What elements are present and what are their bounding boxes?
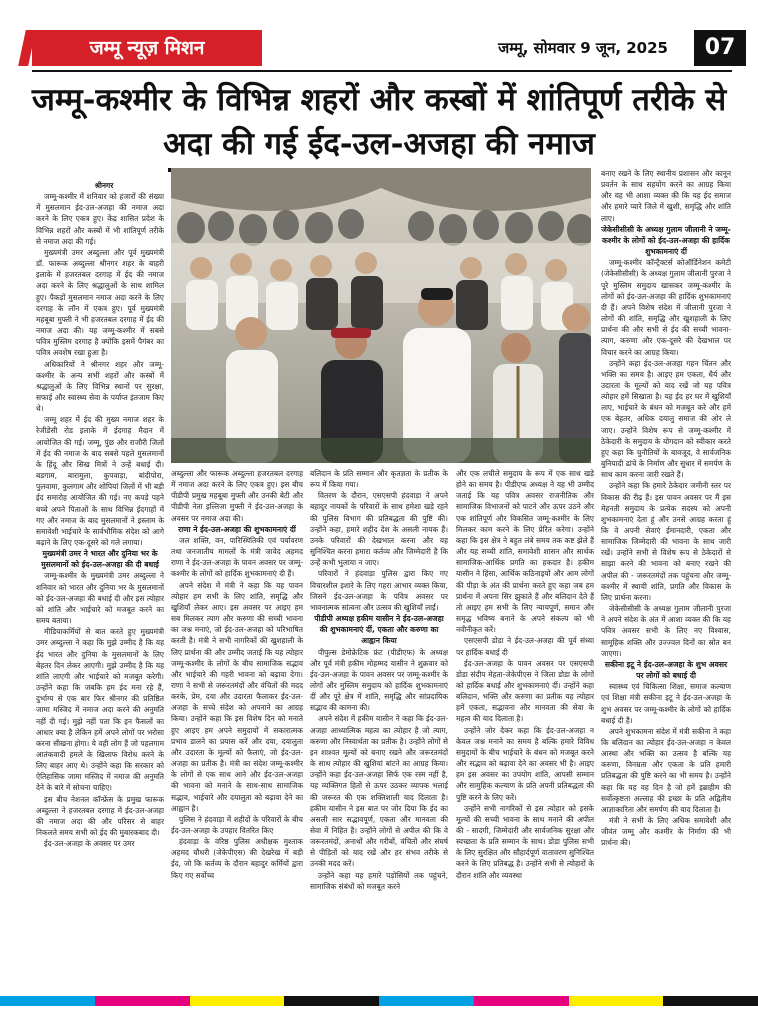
paragraph: हंदवाड़ा के वरिष्ठ पुलिस अधीक्षक मुश्ताक अहमद चौधरी (जेकेपीएस) की देखरेख में बड़ी ईद, जो कि कर्तव्य के दौरान बहादुर कर्मियों द्वारा किए गए सर्वोच्च [171, 837, 303, 880]
subheading: सकीना इटू ने ईद-उल-अजहा के शुभ अवसर पर लोगों को बधाई दी [604, 659, 728, 681]
paragraph: अधिकारियों ने श्रीनगर शहर और जम्मू-कश्मीर के अन्य सभी शहरों और कस्बों में श्रद्धालुओं के लिए विभिन्न स्थानों पर सुरक्षा, सफाई और स्वास्थ्य सेवा के पर्याप्त इंतजाम किए थे। [36, 359, 164, 414]
paragraph: जम्मू शहर में ईद की मुख्य नमाज शहर के रेजीडेंसी रोड इलाके में ईदगाह मैदान में आयोजित की गई। जम्मू, पुंछ और राजौरी जिलों में ईद की नमाज के बाद सबसे पहले मुसलमानों के हिंदू और सिख मित्रों ने उन्हें बधाई दी। बडगाम, बारामुला, कुपवाड़ा, बांदीपोरा, पुलवामा, कुलगाम और शोपियां जिलों में भी बड़ी ईद समारोह आयोजित की गई। नए कपड़े पहने बच्चे अपने पिताओं के साथ विभिन्न ईदगाहों में गए और नमाज के बाद मुसलमानों ने इस्लाम के समावेशी भाईचारे के सार्वभौमिक संदेश को आगे बढ़ाने के लिए एक-दूसरे को गले लगाया। [36, 415, 164, 547]
color-swatch [663, 996, 758, 1006]
paragraph: जम्मू-कश्मीर में शनिवार को हजारों की संख्या में मुसलमान ईद-उल-अजहा की नमाज अदा करने के लिए एकत्र हुए। केंद्र शासित प्रदेश के विभिन्न शहरों और कस्बों में भी शांतिपूर्ण तरीके से नमाज अदा की गई। [36, 192, 164, 246]
color-swatch [284, 996, 379, 1006]
article-column-2 [171, 468, 303, 980]
subheading: राणा ने ईद-उल-अजहा की शुभकामनाएं दीं [178, 524, 296, 534]
issue-date: जम्मू, सोमवार 9 जून, 2025 [498, 39, 668, 57]
paragraph: अब्दुल्ला और फारूक अब्दुल्ला हजरतबल दरगाह में नमाज अदा करने के लिए एकत्र हुए। इस बीच पीडीपी प्रमुख महबूबा मुफ्ती और उनकी बेटी और पीडीपी नेता इल्तिजा मुफ्ती ने ईद-उल-अजहा के अवसर पर नमाज अदा की। [171, 469, 303, 523]
paragraph: जम्मू-कश्मीर के मुख्यमंत्री उमर अब्दुल्ला ने शनिवार को भारत और दुनिया भर के मुसलमानों को ईद-उल-अजहा की बधाई दी और इस त्योहार को शांति और भाईचारे को मजबूत करने का समय बताया। [36, 571, 164, 626]
paragraph: जम्मू-कश्मीर कॉन्ट्रैक्टर्स कोऑर्डिनेशन कमेटी (जेकेसीसीसी) के अध्यक्ष गुलाम जीलानी पुरजा ने पूरे मुस्लिम समुदाय खासकर जम्मू-कश्मीर के लोगों को ईद-उल-अजहा की हार्दिक शुभकामनाएं दी हैं। अपने विशेष संदेश में जीलानी पुरजा ने लोगों की शांति, समृद्धि और खुशहाली के लिए प्रार्थना की और सभी से ईद की सच्ची भावना- त्याग, करुणा और एक-दूसरे की देखभाल पर विचार करने का आग्रह किया। [601, 258, 731, 357]
paragraph: जल शक्ति, वन, पारिस्थितिकी एवं पर्यावरण तथा जनजातीय मामलों के मंत्री जावेद अहमद राणा ने ईद-उल-अजहा के पावन अवसर पर जम्मू-कश्मीर के लोगों को हार्दिक शुभकामनाएं दी हैं। [171, 535, 303, 579]
paragraph: पीपुल्स डेमोक्रेटिक फ्रंट (पीडीएफ) के अध्यक्ष और पूर्व मंत्री हकीम मोहम्मद यासीन ने शुक्रवार को ईद-उल-अजहा के पावन अवसर पर जम्मू-कश्मीर के लोगों और मुस्लिम समुदाय को हार्दिक शुभकामनाएं दीं और पूरे क्षेत्र में शांति, समृद्धि और सांप्रदायिक सद्भाव की कामना की। [310, 647, 448, 713]
color-swatch [569, 996, 664, 1006]
masthead-rule [32, 70, 732, 72]
paragraph: स्वास्थ्य एवं चिकित्सा शिक्षा, समाज कल्याण एवं शिक्षा मंत्री सकीना इटू ने ईद-उल-अजहा के शुभ अवसर पर जम्मू-कश्मीर के लोगों को हार्दिक बधाई दी है। [601, 682, 731, 725]
paragraph: मीडियाकर्मियों से बात करते हुए मुख्यमंत्री उमर अब्दुल्ला ने कहा कि मुझे उम्मीद है कि यह ईद भारत और दुनिया के मुसलमानों के लिए बेहतर दिन लेकर आएगी। मुझे उम्मीद है कि यह शांति लाएगी और भाईचारे को मजबूत करेगी। उन्होंने कहा कि जबकि हम ईद मना रहे हैं, दुर्भाग्य से एक बार फिर श्रीनगर की प्रतिष्ठित जामा मस्जिद में नमाज अदा करने की अनुमति नहीं दी गई। मुझे नहीं पता कि इन फैसलों का आधार क्या है लेकिन हमें अपने लोगों पर भरोसा करना सीखना होगा। ये वही लोग हैं जो पहलगाम आतंकवादी हमले के खिलाफ विरोध करने के लिए बाहर आए थे। उन्होंने कहा कि सरकार को ऐतिहासिक जामा मस्जिद में नमाज की अनुमति देने के बारे में सोचना चाहिए। [36, 627, 164, 793]
paragraph: और एक लचीले समुदाय के रूप में एक साथ खड़े होने का समय है। पीडीएफ अध्यक्ष ने यह भी उम्मीद जताई कि यह पवित्र अवसर राजनीतिक और सामाजिक विभाजनों को पाटने और ऊपर उठने और एक शांतिपूर्ण और विकसित जम्मू-कश्मीर के लिए मिलकर काम करने के लिए प्रेरित करेगा। उन्होंने कहा कि इस क्षेत्र ने बहुत लंबे समय तक कष्ट झेले हैं और यह सच्ची शांति, समावेशी शासन और सार्थक सामाजिक-आर्थिक प्रगति का हकदार है। हकीम यासीन ने हिंसा, आर्थिक कठिनाइयों और आम लोगों की पीड़ा के अंत की प्रार्थना करते हुए कहा जब हम प्रार्थना में अपना सिर झुकाते हैं और बलिदान देते हैं तो आइए हम सभी के लिए न्यायपूर्ण, समान और समृद्ध भविष्य बनाने के अपने संकल्प को भी नवीनीकृत करें। [456, 469, 594, 635]
paragraph: अपने संदेश में हकीम यासीन ने कहा कि ईद-उल-अजहा आध्यात्मिक महत्व का त्योहार है जो त्याग, करुणा और निस्वार्थता का प्रतीक है। उन्होंने लोगों से इन शाश्वत मूल्यों को बनाए रखने और जरूरतमंदों के साथ त्योहार की खुशियां बांटने का आग्रह किया। उन्होंने कहा ईद-उल-अजहा सिर्फ एक रस्म नहीं है, यह व्यक्तिगत हितों से ऊपर उठकर व्यापक भलाई की जरूरत की एक शक्तिशाली याद दिलाता है। हकीम यासीन ने इस बात पर जोर दिया कि ईद का असली सार सद्भावपूर्ण, एकता और मानवता की सेवा में निहित है। उन्होंने लोगों से अपील की कि वे जरूरतमंदों, अनाथों और गरीबों, वंचितों और संघर्ष से पीड़ितों को याद रखें और हर संभव तरीके से उनकी मदद करें। [310, 714, 448, 869]
subheading: जेकेसीसीसी के अध्यक्ष गुलाम जीलानी ने जम्मू-कश्मीर के लोगों को ईद-उल-अजहा की हार्दिक शुभकामनाएं दीं [601, 224, 731, 257]
subheading: मुख्यमंत्री उमर ने भारत और दुनिया भर के मुसलमानों को ईद-उल-अजहा की दी बधाई [41, 549, 159, 570]
paragraph: मुख्यमंत्री उमर अब्दुल्ला और पूर्व मुख्यमंत्री डॉ. फारूक अब्दुल्ला श्रीनगर शहर के बाहरी इलाके में हजरतबल दरगाह में ईद की नमाज अदा करने के लिए श्रद्धालुओं के साथ शामिल हुए। पैकड़ों मुसलमान नमाज अदा करने के लिए दरगाह के लॉन में एकत्र हुए। पूर्व मुख्यमंत्री महबूबा मुफ्ती ने भी हजरतबल दरगाह में ईद की नमाज अदा की। यह जम्मू-कश्मीर में सबसे पवित्र मुस्लिम दरगाह है क्योंकि इसमें पैगंबर का पवित्र अवशेष रखा हुआ है। [36, 247, 164, 358]
color-swatch [190, 996, 285, 1006]
photo-illustration [171, 168, 591, 463]
paragraph: पुलिस ने हंदवाड़ा में शहीदों के परिवारों के बीच ईद-उल-अजहा के उपहार वितरित किए [171, 814, 303, 835]
eid-prayer-photo [171, 168, 591, 463]
color-swatch [0, 996, 95, 1006]
article-column-3 [310, 468, 448, 980]
subheading: पीडीपी अध्यक्ष हकीम यासीन ने ईद-उल-अजहा की शुभकामनाएं दीं, एकता और करुणा का आह्वान किया [314, 614, 444, 646]
paragraph: उन्होंने कहा यह हमारे पड़ोसियों तक पहुंचने, सामाजिक संबंधों को मजबूत करने [310, 870, 448, 891]
color-swatch [95, 996, 190, 1006]
paragraph: उन्होंने सभी नागरिकों से इस त्योहार को इसके मूल्यों की सच्ची भावना के साथ मनाने की अपील की - सादगी, जिम्मेदारी और सार्वजनिक सुरक्षा और स्वच्छता के प्रति सम्मान के साथ। डोडा पुलिस सभी के लिए सुरक्षित और सौहार्दपूर्ण वातावरण सुनिश्चित करने के लिए प्रतिबद्ध है। उन्होंने सभी से त्योहारों के दौरान शांति और व्यवस्था [456, 803, 594, 880]
masthead [14, 30, 746, 66]
paragraph: मंत्री ने सभी के लिए अधिक समावेशी और जीवंत जम्मू और कश्मीर के निर्माण की भी प्रार्थना की। [601, 816, 731, 848]
paragraph: ईद-उल-अजहा के अवसर पर उमर [44, 839, 135, 849]
article-column-4 [456, 468, 594, 980]
article-column-5 [601, 168, 731, 980]
article-headline: जम्मू-कश्मीर के विभिन्न शहरों और कस्बों में शांतिपूर्ण तरीके से अदा की गई ईद-उल-अजहा की नमाज [31, 82, 727, 162]
color-swatch [379, 996, 474, 1006]
paragraph: अपने शुभकामना संदेश में मंत्री सकीना ने कहा कि बलिदान का त्योहार ईद-उल-अजहा न केवल आस्था और भक्ति का उत्सव है बल्कि यह करुणा, विनम्रता और एकता के प्रति हमारी प्रतिबद्धता की पुष्टि करने का भी समय है। उन्होंने कहा कि यह वह दिन है जो हमें इब्राहीम की सर्वोत्कृष्टता अल्लाह की इच्छा के प्रति अद्वितीय आज्ञाकारिता और समर्पण की याद दिलाता है। [601, 726, 731, 814]
paragraph: जेकेसीसीसी के अध्यक्ष गुलाम जीलानी पुरजा ने अपने संदेश के अंत में आशा व्यक्त की कि यह पवित्र अवसर सभी के लिए नए विश्वास, सामूहिक शक्ति और उज्ज्वल दिनों का स्रोत बन जाएगा। [601, 604, 731, 658]
paragraph: बनाए रखने के लिए स्थानीय प्रशासन और कानून प्रवर्तन के साथ सहयोग करने का आग्रह किया और यह भी आशा व्यक्त की कि यह ईद समाज और हमारे प्यारे जिले में खुशी, समृद्धि और शांति लाए। [601, 169, 731, 223]
paragraph: ईद-उल-अजहा के पावन अवसर पर एसएसपी डोडा संदीप मेहता-जेकेपीएस ने जिला डोडा के लोगों को हार्दिक बधाई और शुभकामनाएं दीं। उन्होंने कहा बलिदान, भक्ति और करुणा का प्रतीक यह त्योहार हमें एकता, सद्भावना और मानवता की सेवा के महत्व की याद दिलाता है। [456, 658, 594, 724]
paragraph: उन्होंने कहा कि हमारे ठेकेदार जमीनी स्तर पर विकास की रीढ़ हैं। इस पावन अवसर पर मैं इस मेहनती समुदाय के प्रत्येक सदस्य को अपनी शुभकामनाएं देता हूं और उनसे आग्रह करता हूं कि वे अपनी सेवाएं ईमानदारी, एकता और सामाजिक जिम्मेदारी की भावना के साथ जारी रखें। उन्होंने सभी से विशेष रूप से ठेकेदारों से साझा करने की भावना को बनाए रखने की अपील की - जरूरतमंदों तक पहुंचना और जम्मू-कश्मीर में स्थायी शांति, प्रगति और विकास के लिए प्रार्थना करना। [601, 481, 731, 602]
paragraph: इस बीच नेशनल कॉन्फ्रेंस के प्रमुख फारूक अब्दुल्ला ने हजरतबल दरगाह में ईद-उल-अजहा की नमाज अदा की और परिसर से बाहर निकलते समय सभी को ईद की मुबारकबाद दी। [36, 794, 164, 838]
paragraph: अपने संदेश में मंत्री ने कहा कि यह पावन त्योहार हम सभी के लिए शांति, समृद्धि और खुशियाँ लेकर आए। इस अवसर पर आइए हम सब मिलकर त्याग और करुणा की सच्ची भावना का जश्न मनाएं, जो ईद-उल-अजहा को परिभाषित करती है। मंत्री ने सभी नागरिकों की खुशहाली के लिए प्रार्थना की और उम्मीद जताई कि यह त्योहार जम्मू-कश्मीर के लोगों के बीच सामाजिक सद्भाव और भाईचारे की गहरी भावना को बढ़ावा देगा। राणा ने सभी से जरूरतमंदों और वंचितों की मदद करके, प्रेम, दया और उदारता फैलाकर ईद-उल-अजहा के सच्चे संदेश को अपनाने का आग्रह किया। उन्होंने कहा कि इस विशेष दिन को मनाते हुए आइए हम अपने समुदायों में सकारात्मक प्रभाव डालने का प्रयास करें और दया, दयालुता और उदारता के मूल्यों को फैलाएं, जो ईद-उल-अजहा का प्रतीक है। मंत्री का संदेश जम्मू-कश्मीर के लोगों से एक साथ आने और ईद-उल-अजहा की भावना को मनाने के साथ-साथ सामाजिक सद्भाव, भाईचारे और दयालुता को बढ़ावा देने का आह्वान है। [171, 580, 303, 813]
paragraph: उन्होंने जोर देकर कहा कि ईद-उल-अजहा न केवल जश्न मनाने का समय है बल्कि हमारे विविध समुदायों के बीच भाईचारे के बंधन को मजबूत करने और सद्भाव को बढ़ावा देने का अवसर भी है। आइए हम इस अवसर का उपयोग शांति, आपसी सम्मान और सामुहिक कल्याण के प्रति अपनी प्रतिबद्धता की पुष्टि करने के लिए करें। [456, 725, 594, 802]
article-column-1 [36, 180, 164, 980]
newspaper-brand: जम्मू न्यूज़ मिशन [32, 30, 262, 66]
color-swatch [474, 996, 569, 1006]
article-dateline: श्रीनगर [94, 181, 114, 190]
paragraph: परिवारों ने हंदवाड़ा पुलिस द्वारा किए गए विचारशील इशारे के लिए गहरा आभार व्यक्त किया, जिसने ईद-उल-अजहा के पवित्र अवसर पर भावनात्मक सांत्वना और उत्सव की खुशियाँ लाईं। [310, 569, 448, 612]
paragraph: उन्होंने कहा ईद-उल-अजहा गहन चिंतन और भक्ति का समय है। आइए हम एकता, धैर्य और उदारता के मूल्यों को याद रखें जो यह पवित्र त्योहार हमें सिखाता है। यह ईद हर घर में खुशियाँ लाए, भाईचारे के बंधन को मजबूत करे और हमें एक बेहतर, अधिक दयालु समाज की ओर ले जाए। उन्होंने विशेष रूप से जम्मू-कश्मीर में ठेकेदारी के समुदाय के योगदान को स्वीकार करते हुए कहा कि चुनौतियों के बावजूद, वे सार्वजनिक बुनियादी ढांचे के निर्माण और सुधार में समर्पण के साथ काम करना जारी रखते हैं। [601, 358, 731, 480]
page-number: 07 [694, 30, 746, 66]
paragraph: वितरण के दौरान, एसएसपी हंदवाड़ा ने अपने बहादुर नायकों के परिवारों के साथ हमेशा खड़े रहने की पुलिस विभाग की प्रतिबद्धता की पुष्टि की। उन्होंने कहा, हमारे शहीद देश के असली नायक हैं। उनके परिवारों की देखभाल करना और यह सुनिश्चित करना हमारा कर्तव्य और जिम्मेदारी है कि उन्हें कभी भुलाया न जाए। [310, 491, 448, 568]
paragraph: एसएसपी डोडा ने ईद-उल-अजहा की पूर्व संध्या पर हार्दिक बधाई दी [456, 636, 594, 657]
paragraph: बलिदान के प्रति सम्मान और कृतज्ञता के प्रतीक के रूप में किया गया। [310, 469, 448, 490]
print-color-strip [0, 996, 758, 1006]
